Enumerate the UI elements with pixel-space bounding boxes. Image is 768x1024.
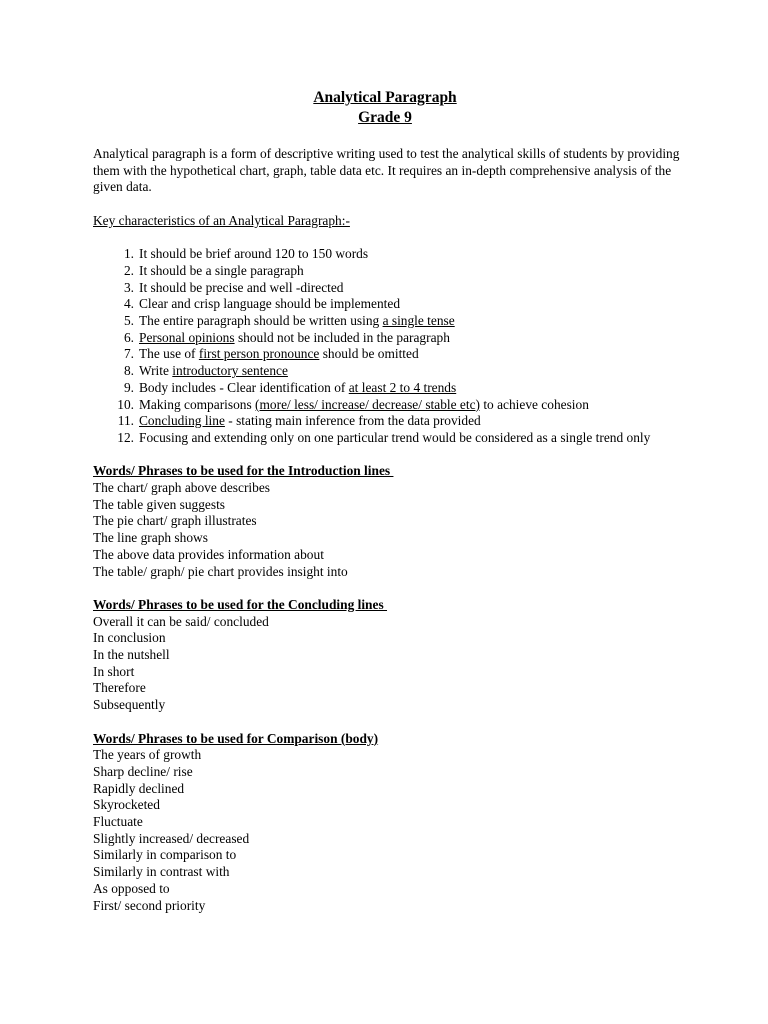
list-item-number: 2.: [123, 262, 134, 278]
list-item: [93, 246, 683, 263]
list-item-number: 11.: [117, 413, 134, 429]
phrase-section: [93, 463, 683, 580]
phrase-line: Sharp decline/ rise: [93, 763, 193, 779]
list-item: [93, 313, 683, 330]
list-item-text: It should be a single paragraph: [139, 262, 304, 278]
phrase-line: In short: [93, 663, 135, 679]
list-item-emphasis: Concluding line: [139, 413, 225, 429]
list-item-text-after: should not be included in the paragraph: [234, 329, 450, 345]
list-item-text: Body includes - Clear identification of: [139, 379, 349, 395]
list-item-text-after: to achieve cohesion: [479, 396, 589, 412]
phrase-sections: [93, 463, 683, 914]
phrase-line: Skyrocketed: [93, 797, 160, 813]
phrase-line: Similarly in contrast with: [93, 864, 230, 880]
list-item: [93, 397, 683, 414]
list-item-text: Making comparisons: [139, 396, 256, 412]
section-heading: Words/ Phrases to be used for Comparison (body): [93, 730, 379, 746]
phrase-line: The chart/ graph above describes: [93, 480, 270, 496]
list-item-number: 12.: [117, 429, 134, 445]
characteristics-list: [93, 246, 683, 446]
list-item-number: 5.: [123, 313, 134, 328]
list-item: [93, 413, 683, 430]
phrase-line: The above data provides information about: [93, 546, 324, 562]
phrase-line: As opposed to: [93, 880, 170, 896]
list-item-text: It should be precise and well -directed: [139, 279, 344, 295]
list-item-emphasis: a single tense: [382, 313, 455, 328]
list-item-text: Write: [139, 363, 173, 379]
phrase-line: First/ second priority: [93, 897, 206, 913]
phrase-line: Overall it can be said/ concluded: [93, 613, 269, 629]
list-item-number: 9.: [123, 379, 134, 395]
phrase-line: The years of growth: [93, 747, 202, 763]
phrase-line: Rapidly declined: [93, 780, 185, 796]
list-item-emphasis: first person pronounce: [198, 346, 320, 362]
title-block: [93, 88, 677, 127]
list-item-text: Focusing and extending only on one particular trend would be considered as a single trend only: [139, 429, 651, 445]
list-item: [93, 330, 683, 347]
list-item-number: 7.: [123, 346, 134, 362]
phrase-line: Subsequently: [93, 697, 166, 713]
list-item: [93, 380, 683, 397]
phrase-line: The line graph shows: [93, 530, 208, 546]
list-item-text-after: should be omitted: [319, 346, 419, 362]
list-item-number: 6.: [123, 329, 134, 345]
phrase-line: Similarly in comparison to: [93, 847, 237, 863]
list-item-number: 3.: [123, 279, 134, 295]
intro-paragraph: Analytical paragraph is a form of descriptive writing used to test the analytical skills of students by providing them with the hypothetical chart, graph, table data etc. It requires an in-depth comprehensive analysis of the given data.: [93, 146, 680, 195]
section-heading: Words/ Phrases to be used for the Concluding lines: [93, 596, 388, 612]
phrase-section: [93, 731, 683, 915]
phrase-line: Slightly increased/ decreased: [93, 830, 250, 846]
list-item-number: 8.: [123, 363, 134, 379]
document-page: [93, 88, 683, 914]
phrase-line: The table given suggests: [93, 496, 226, 512]
list-item-text: It should be brief around 120 to 150 words: [139, 246, 369, 262]
phrase-line: The pie chart/ graph illustrates: [93, 513, 257, 529]
section-heading: Words/ Phrases to be used for the Introduction lines: [93, 463, 394, 479]
list-item: [93, 430, 683, 447]
list-item: [93, 296, 683, 313]
list-item-number: 10.: [117, 396, 134, 412]
list-item-text-after: - stating main inference from the data provided: [224, 413, 481, 429]
phrase-section: [93, 597, 683, 714]
page-title: Analytical Paragraph: [313, 89, 457, 106]
list-item: [93, 363, 683, 380]
list-item-text: Clear and crisp language should be implemented: [139, 296, 401, 312]
phrase-line: In conclusion: [93, 630, 166, 646]
list-item: [93, 346, 683, 363]
list-item-number: 4.: [123, 296, 134, 312]
list-item-emphasis: (more/ less/ increase/ decrease/ stable etc): [255, 396, 480, 412]
list-item-emphasis: introductory sentence: [172, 363, 288, 379]
list-item: [93, 280, 683, 297]
page-subtitle: Grade 9: [358, 108, 412, 126]
list-item-text: The use of: [139, 346, 199, 362]
list-item-emphasis: Personal opinions: [139, 329, 235, 345]
phrase-line: In the nutshell: [93, 647, 170, 663]
phrase-line: Therefore: [93, 680, 146, 696]
phrase-line: The table/ graph/ pie chart provides insight into: [93, 563, 348, 579]
phrase-line: Fluctuate: [93, 814, 143, 830]
list-item-number: 1.: [123, 246, 134, 262]
key-characteristics-heading: Key characteristics of an Analytical Paragraph:-: [93, 212, 350, 228]
list-item: [93, 263, 683, 280]
list-item-emphasis: at least 2 to 4 trends: [348, 379, 457, 395]
list-item-text: The entire paragraph should be written using: [139, 313, 383, 328]
